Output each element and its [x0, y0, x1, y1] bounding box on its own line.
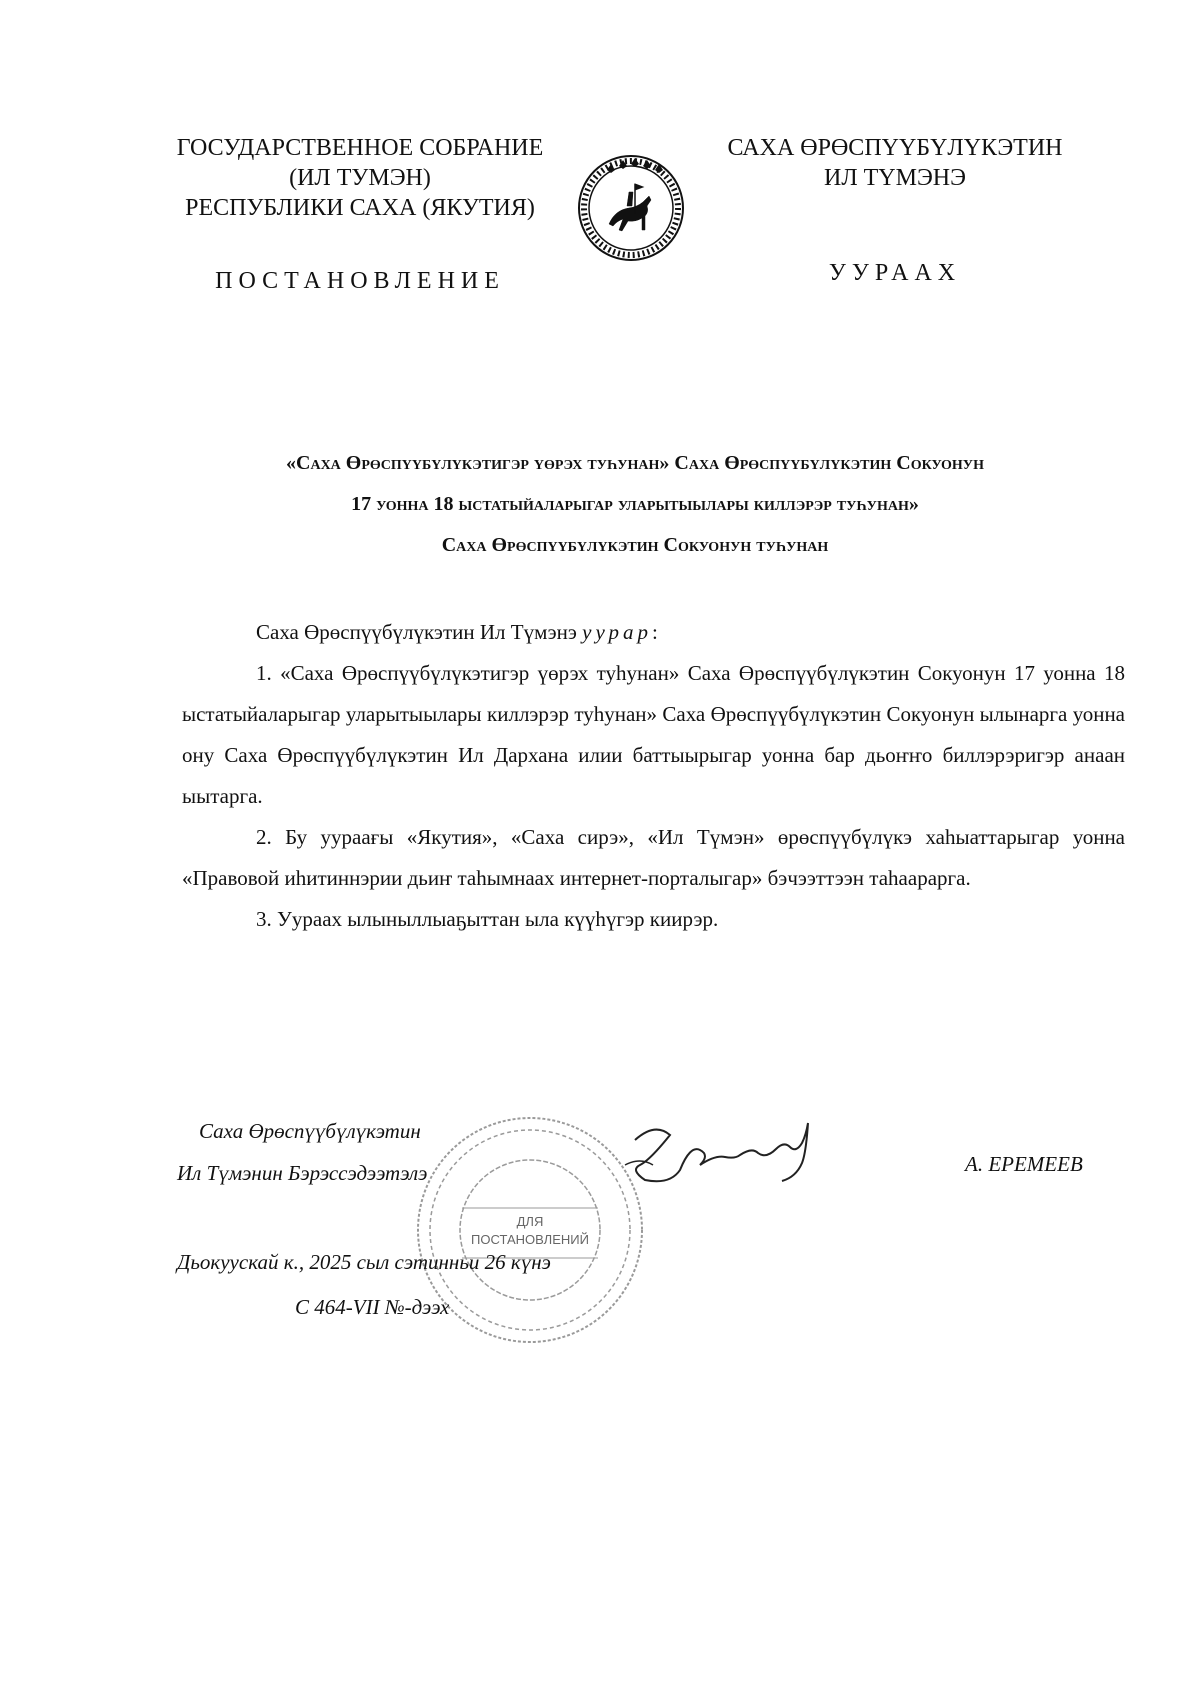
title-line-3: Саха Өрөспүүбүлүкэтин Сокуонун туһунан: [441, 534, 829, 556]
header-right-line-2: ИЛ ТҮМЭНЭ: [824, 165, 966, 191]
title-line-2: 17 уонна 18 ыстатыйаларыгар уларытыылары киллэрэр туһунан»: [351, 493, 919, 515]
place-date-block: [177, 1240, 551, 1330]
signatory-title: [177, 1110, 597, 1194]
signatory-name: А. ЕРЕМЕЕВ: [965, 1152, 1083, 1176]
document-type-ru: ПОСТАНОВЛЕНИЕ: [215, 268, 505, 294]
item-1: 1. «Саха Өрөспүүбүлүкэтигэр үөрэх туһунан» Саха Өрөспүүбүлүкэтин Сокуонун 17 уонна 18 ыстатыйаларыгар уларытыылары киллэрэр туһунан» Саха Өрөспүүбүлүкэтин Сокуонун ылынарга уонна ону Саха Өрөспүүбүлүкэтин Ил Дархана илии баттыырыгар уонна бар дьоҥҥо биллэрэригэр анаан ыытарга.: [182, 661, 1125, 808]
intro-verb: уурар: [582, 620, 653, 644]
header-left-line-1: ГОСУДАРСТВЕННОЕ СОБРАНИЕ: [176, 135, 544, 161]
header-right-line-1: САХА ӨРӨСПҮҮБҮЛҮКЭТИН: [727, 135, 1063, 161]
header-left-line-2: (ИЛ ТУМЭН): [289, 165, 431, 191]
intro-text: Саха Өрөспүүбүлүкэтин Ил Түмэнэ: [256, 620, 577, 644]
coat-of-arms-icon: [577, 154, 685, 262]
signatory-title-line-1: Саха Өрөспүүбүлүкэтин: [199, 1119, 421, 1143]
document-type-sakha: УУРААХ: [828, 260, 962, 286]
handwritten-signature: [615, 1110, 855, 1190]
stamp-text-1: ДЛЯ: [516, 1214, 544, 1229]
signatory-title-line-2: Ил Түмэнин Бэрэссэдээтэлэ: [177, 1161, 428, 1185]
stamp-text-2: ПОСТАНОВЛЕНИЙ: [471, 1232, 589, 1247]
place-date: Дьокуускай к., 2025 сыл сэтинньи 26 күнэ: [177, 1250, 551, 1274]
item-3: 3. Уураах ылыныллыаҕыттан ыла күүһүгэр киирэр.: [256, 907, 719, 931]
header-left: [150, 133, 570, 223]
header-left-line-3: РЕСПУБЛИКИ САХА (ЯКУТИЯ): [185, 195, 535, 221]
document-number: С 464-VII №-дээх: [295, 1295, 450, 1319]
document-title: [150, 443, 1120, 566]
item-2: 2. Бу уураағы «Якутия», «Саха сирэ», «Ил Түмэн» өрөспүүбүлүкэ хаһыаттарыгар уонна «Правовой иһитиннэрии дьиҥ таһымнаах интернет-порталыгар» бэчээттээн таһаарарга.: [182, 825, 1125, 890]
document-body: [182, 612, 1125, 940]
intro-paragraph: Саха Өрөспүүбүлүкэтин Ил Түмэнэ уурар:: [256, 620, 658, 644]
header-right: [710, 133, 1080, 193]
title-line-1: «Саха Өрөспүүбүлүкэтигэр үөрэх туһунан» Саха Өрөспүүбүлүкэтин Сокуонун: [286, 452, 984, 474]
